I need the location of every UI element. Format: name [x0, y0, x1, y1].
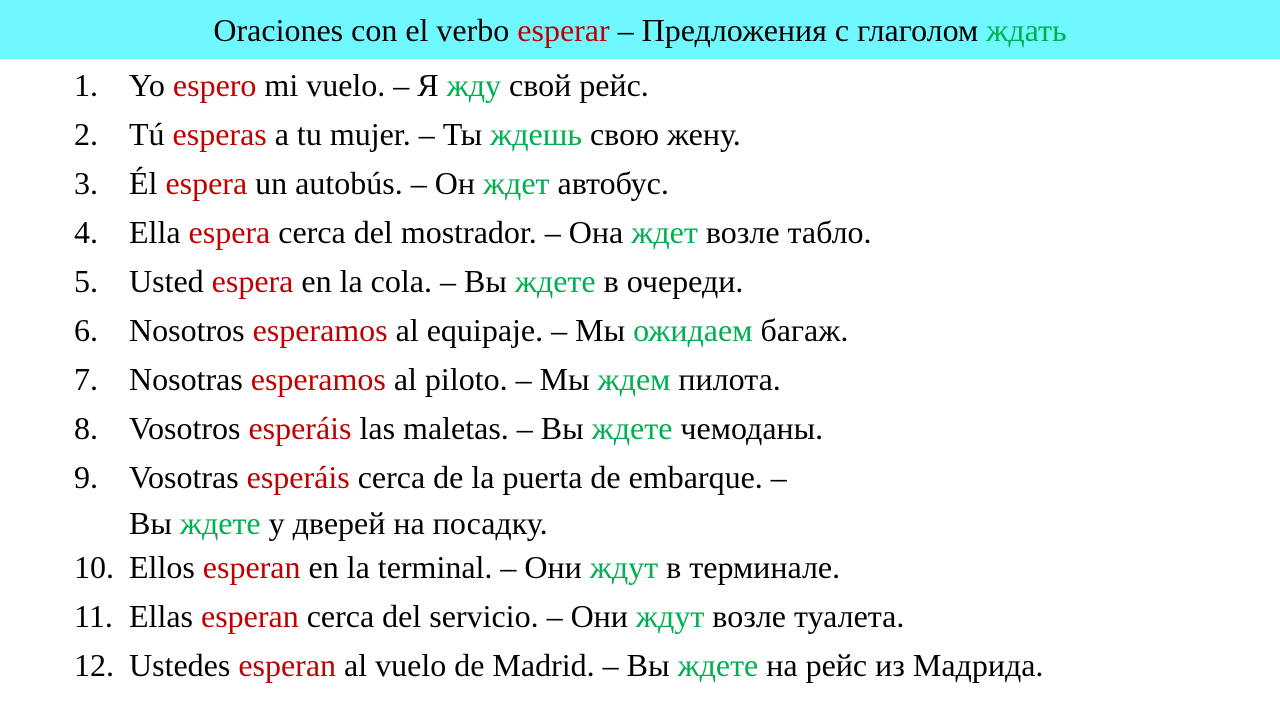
sentence-before: Ellas	[129, 598, 201, 634]
sentence-text	[129, 209, 872, 255]
sentence-after: в очереди.	[595, 263, 744, 299]
sentence-middle: a tu mujer. – Ты	[266, 116, 491, 152]
sentence-number: 2.	[74, 116, 98, 152]
sentence-text	[129, 160, 669, 206]
sentence-after: свой рейс.	[501, 67, 649, 103]
sentence-text	[129, 544, 840, 590]
sentence-number: 11.	[74, 598, 113, 634]
sentence-number: 1.	[74, 67, 98, 103]
sentence-number: 9.	[74, 459, 98, 495]
sentence-after: пилота.	[670, 361, 781, 397]
sentence-after: автобус.	[549, 165, 669, 201]
sentence-middle: un autobús. – Он	[247, 165, 483, 201]
russian-verb: ждет	[631, 214, 698, 250]
russian-verb: ждете	[677, 647, 759, 683]
sentence-before: Ellos	[129, 549, 203, 585]
title-verb-russian: ждать	[986, 11, 1067, 48]
sentence-before: Yo	[129, 67, 173, 103]
sentence-before: Vosotras	[129, 459, 247, 495]
spanish-verb: esperan	[238, 647, 337, 683]
spanish-verb: esperamos	[252, 312, 388, 348]
sentence-middle: mi vuelo. – Я	[256, 67, 447, 103]
sentence-text	[129, 593, 904, 639]
sentence-middle: al vuelo de Madrid. – Вы	[336, 647, 678, 683]
russian-verb: ждете	[179, 505, 261, 541]
russian-verb: ждут	[589, 549, 659, 585]
russian-verb: жду	[446, 67, 502, 103]
sentence-text	[129, 356, 781, 402]
sentence-before: Él	[129, 165, 166, 201]
sentence-before: Nosotros	[129, 312, 253, 348]
sentence-middle: las maletas. – Вы	[351, 410, 592, 446]
spanish-verb: esperamos	[250, 361, 386, 397]
sentence-before: Ustedes	[129, 647, 239, 683]
spanish-verb: esperan	[202, 549, 301, 585]
sentence-number: 3.	[74, 165, 98, 201]
sentence-before: Nosotras	[129, 361, 251, 397]
sentence-text	[129, 111, 741, 157]
spanish-verb: esperáis	[246, 459, 350, 495]
sentence-after: багаж.	[752, 312, 849, 348]
sentence-after: возле табло.	[697, 214, 872, 250]
sentence-before: Tú	[129, 116, 173, 152]
russian-verb: ждет	[482, 165, 550, 201]
spanish-verb: esperan	[200, 598, 299, 634]
russian-verb: ждем	[597, 361, 671, 397]
title-prefix: Oraciones con el verbo	[213, 11, 518, 48]
sentence-number: 7.	[74, 361, 98, 397]
spanish-verb: esperas	[172, 116, 267, 152]
spanish-verb: esperáis	[248, 410, 352, 446]
sentence-middle: cerca de la puerta de embarque. –	[349, 459, 787, 495]
sentence-continuation	[129, 500, 548, 546]
sentence-after: свою жену.	[581, 116, 741, 152]
russian-verb: ждете	[514, 263, 596, 299]
spanish-verb: espera	[211, 263, 294, 299]
sentence-after: у дверей на посадку.	[260, 505, 548, 541]
russian-verb: ждут	[635, 598, 705, 634]
title-middle: – Предложения с глаголом	[609, 11, 987, 48]
russian-verb: ждете	[591, 410, 673, 446]
sentence-text	[129, 405, 823, 451]
sentence-after: в терминале.	[658, 549, 841, 585]
sentence-after: возле туалета.	[704, 598, 905, 634]
sentence-text	[129, 307, 848, 353]
sentence-before: Ella	[129, 214, 189, 250]
sentence-after: на рейс из Мадрида.	[758, 647, 1044, 683]
sentence-text	[129, 642, 1043, 688]
sentence-before: Vosotros	[129, 410, 249, 446]
russian-verb: ожидаем	[633, 312, 753, 348]
sentence-text	[129, 454, 787, 500]
sentence-before: Usted	[129, 263, 212, 299]
sentence-middle: en la cola. – Вы	[293, 263, 515, 299]
sentence-number: 12.	[74, 647, 114, 683]
sentence-line2-before: Вы	[129, 505, 180, 541]
title-verb-spanish: esperar	[517, 11, 610, 48]
sentence-middle: en la terminal. – Они	[300, 549, 590, 585]
sentence-number: 8.	[74, 410, 98, 446]
sentence-number: 4.	[74, 214, 98, 250]
sentence-text	[129, 62, 649, 108]
sentence-middle: al equipaje. – Мы	[387, 312, 634, 348]
spanish-verb: espero	[172, 67, 257, 103]
sentence-after: чемоданы.	[672, 410, 824, 446]
sentence-middle: cerca del mostrador. – Она	[270, 214, 632, 250]
russian-verb: ждешь	[490, 116, 582, 152]
sentence-number: 6.	[74, 312, 98, 348]
sentence-middle: cerca del servicio. – Они	[298, 598, 636, 634]
sentence-middle: al piloto. – Мы	[385, 361, 598, 397]
spanish-verb: espera	[165, 165, 248, 201]
slide-title	[0, 0, 1280, 59]
spanish-verb: espera	[188, 214, 271, 250]
sentence-text	[129, 258, 743, 304]
sentence-number: 5.	[74, 263, 98, 299]
sentence-number: 10.	[74, 549, 114, 585]
